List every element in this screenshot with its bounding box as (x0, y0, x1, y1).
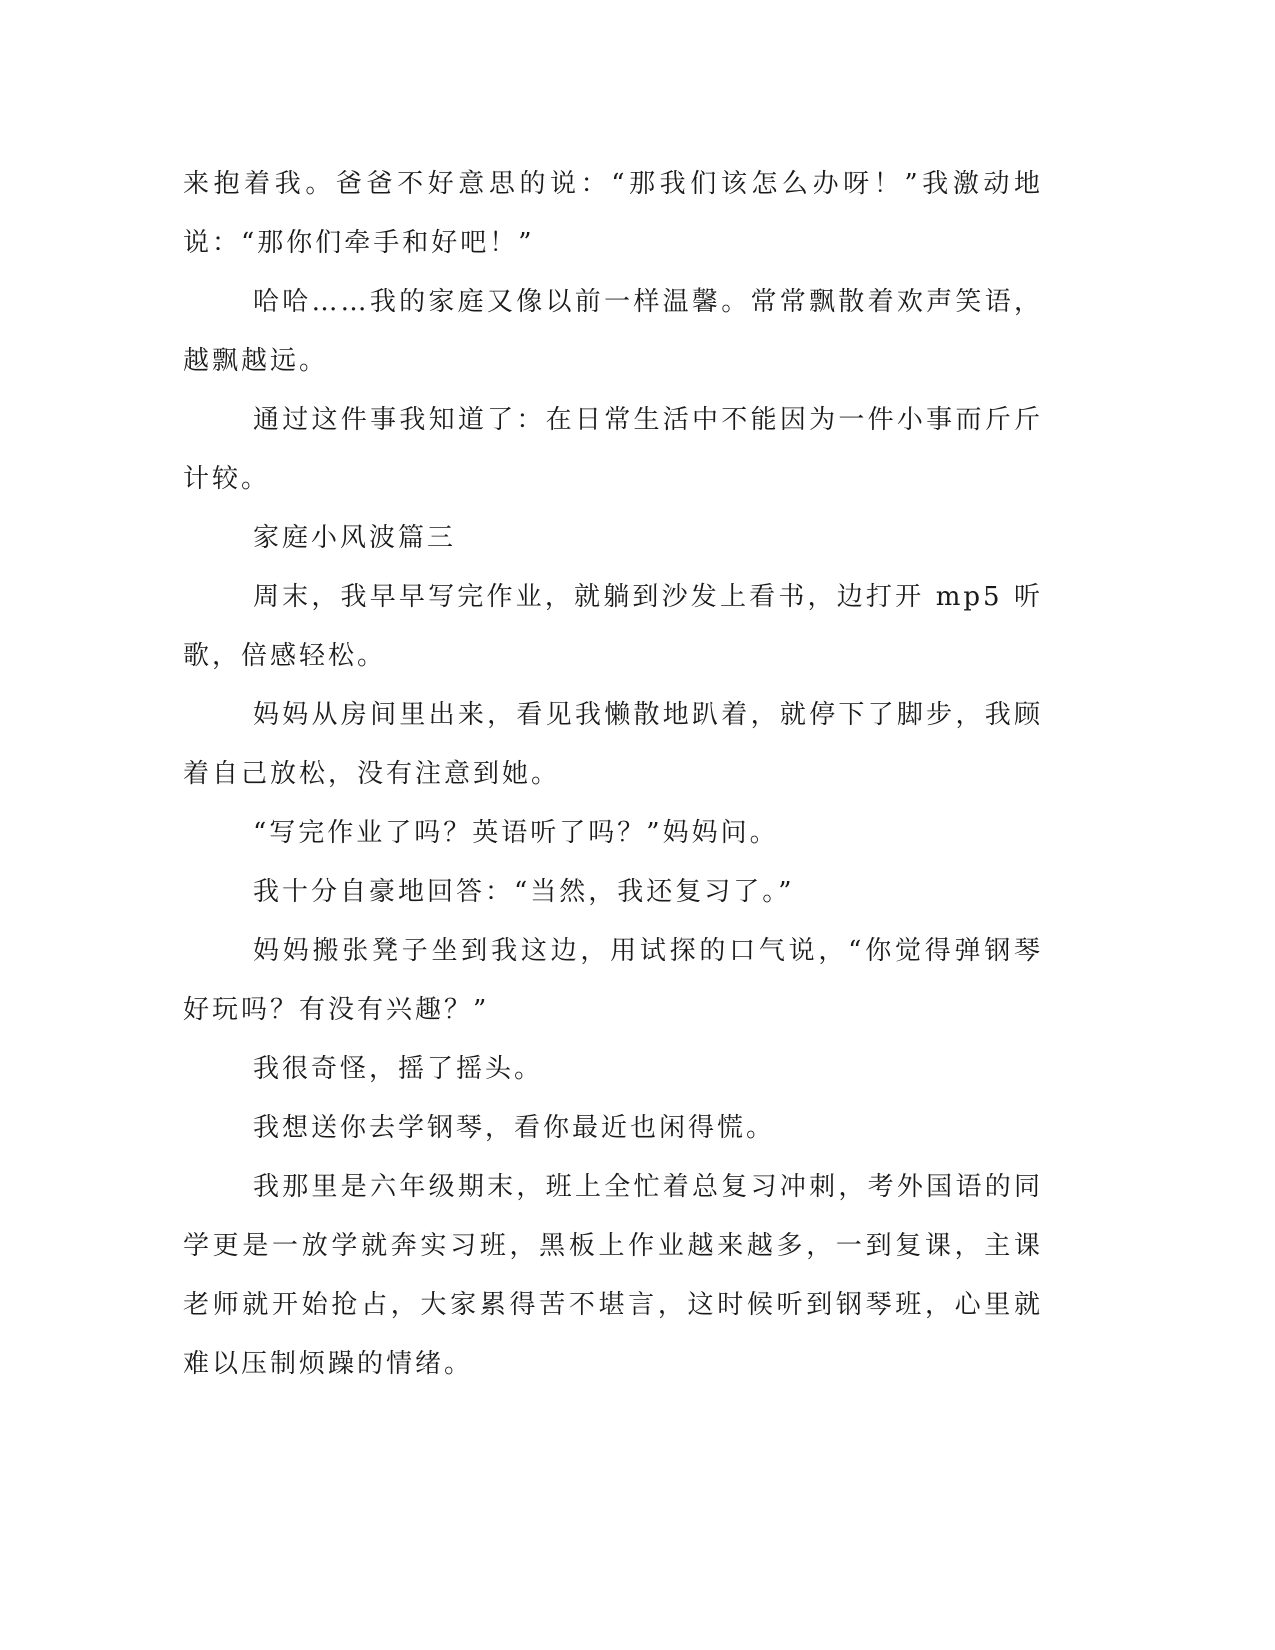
paragraph-8: 我十分自豪地回答：“当然，我还复习了。” (253, 877, 795, 907)
paragraph-11: 我想送你去学钢琴，看你最近也闲得慌。 (253, 1113, 776, 1143)
paragraph-1: 来抱着我。爸爸不好意思的说：“那我们该怎么办呀！”我激动地说：“那你们牵手和好吧！” (183, 169, 1043, 258)
body-text (183, 155, 1043, 1394)
paragraph-7: “写完作业了吗？英语听了吗？”妈妈问。 (253, 818, 779, 848)
paragraph-9: 妈妈搬张凳子坐到我这边，用试探的口气说，“你觉得弹钢琴好玩吗？有没有兴趣？” (183, 936, 1043, 1025)
paragraph-2: 哈哈……我的家庭又像以前一样温馨。常常飘散着欢声笑语，越飘越远。 (183, 287, 1043, 376)
section-heading: 家庭小风波篇三 (253, 523, 457, 553)
paragraph-6: 妈妈从房间里出来，看见我懒散地趴着，就停下了脚步，我顾着自己放松，没有注意到她。 (183, 700, 1043, 789)
paragraph-3: 通过这件事我知道了：在日常生活中不能因为一件小事而斤斤计较。 (183, 405, 1043, 494)
paragraph-5: 周末，我早早写完作业，就躺到沙发上看书，边打开 mp5 听歌，倍感轻松。 (183, 582, 1043, 671)
paragraph-12: 我那里是六年级期末，班上全忙着总复习冲刺，考外国语的同学更是一放学就奔实习班，黑板上作业越来越多，一到复课，主课老师就开始抢占，大家累得苦不堪言，这时候听到钢琴班，心里就难以压制烦躁的情绪。 (183, 1172, 1043, 1379)
paragraph-10: 我很奇怪，摇了摇头。 (253, 1054, 544, 1084)
